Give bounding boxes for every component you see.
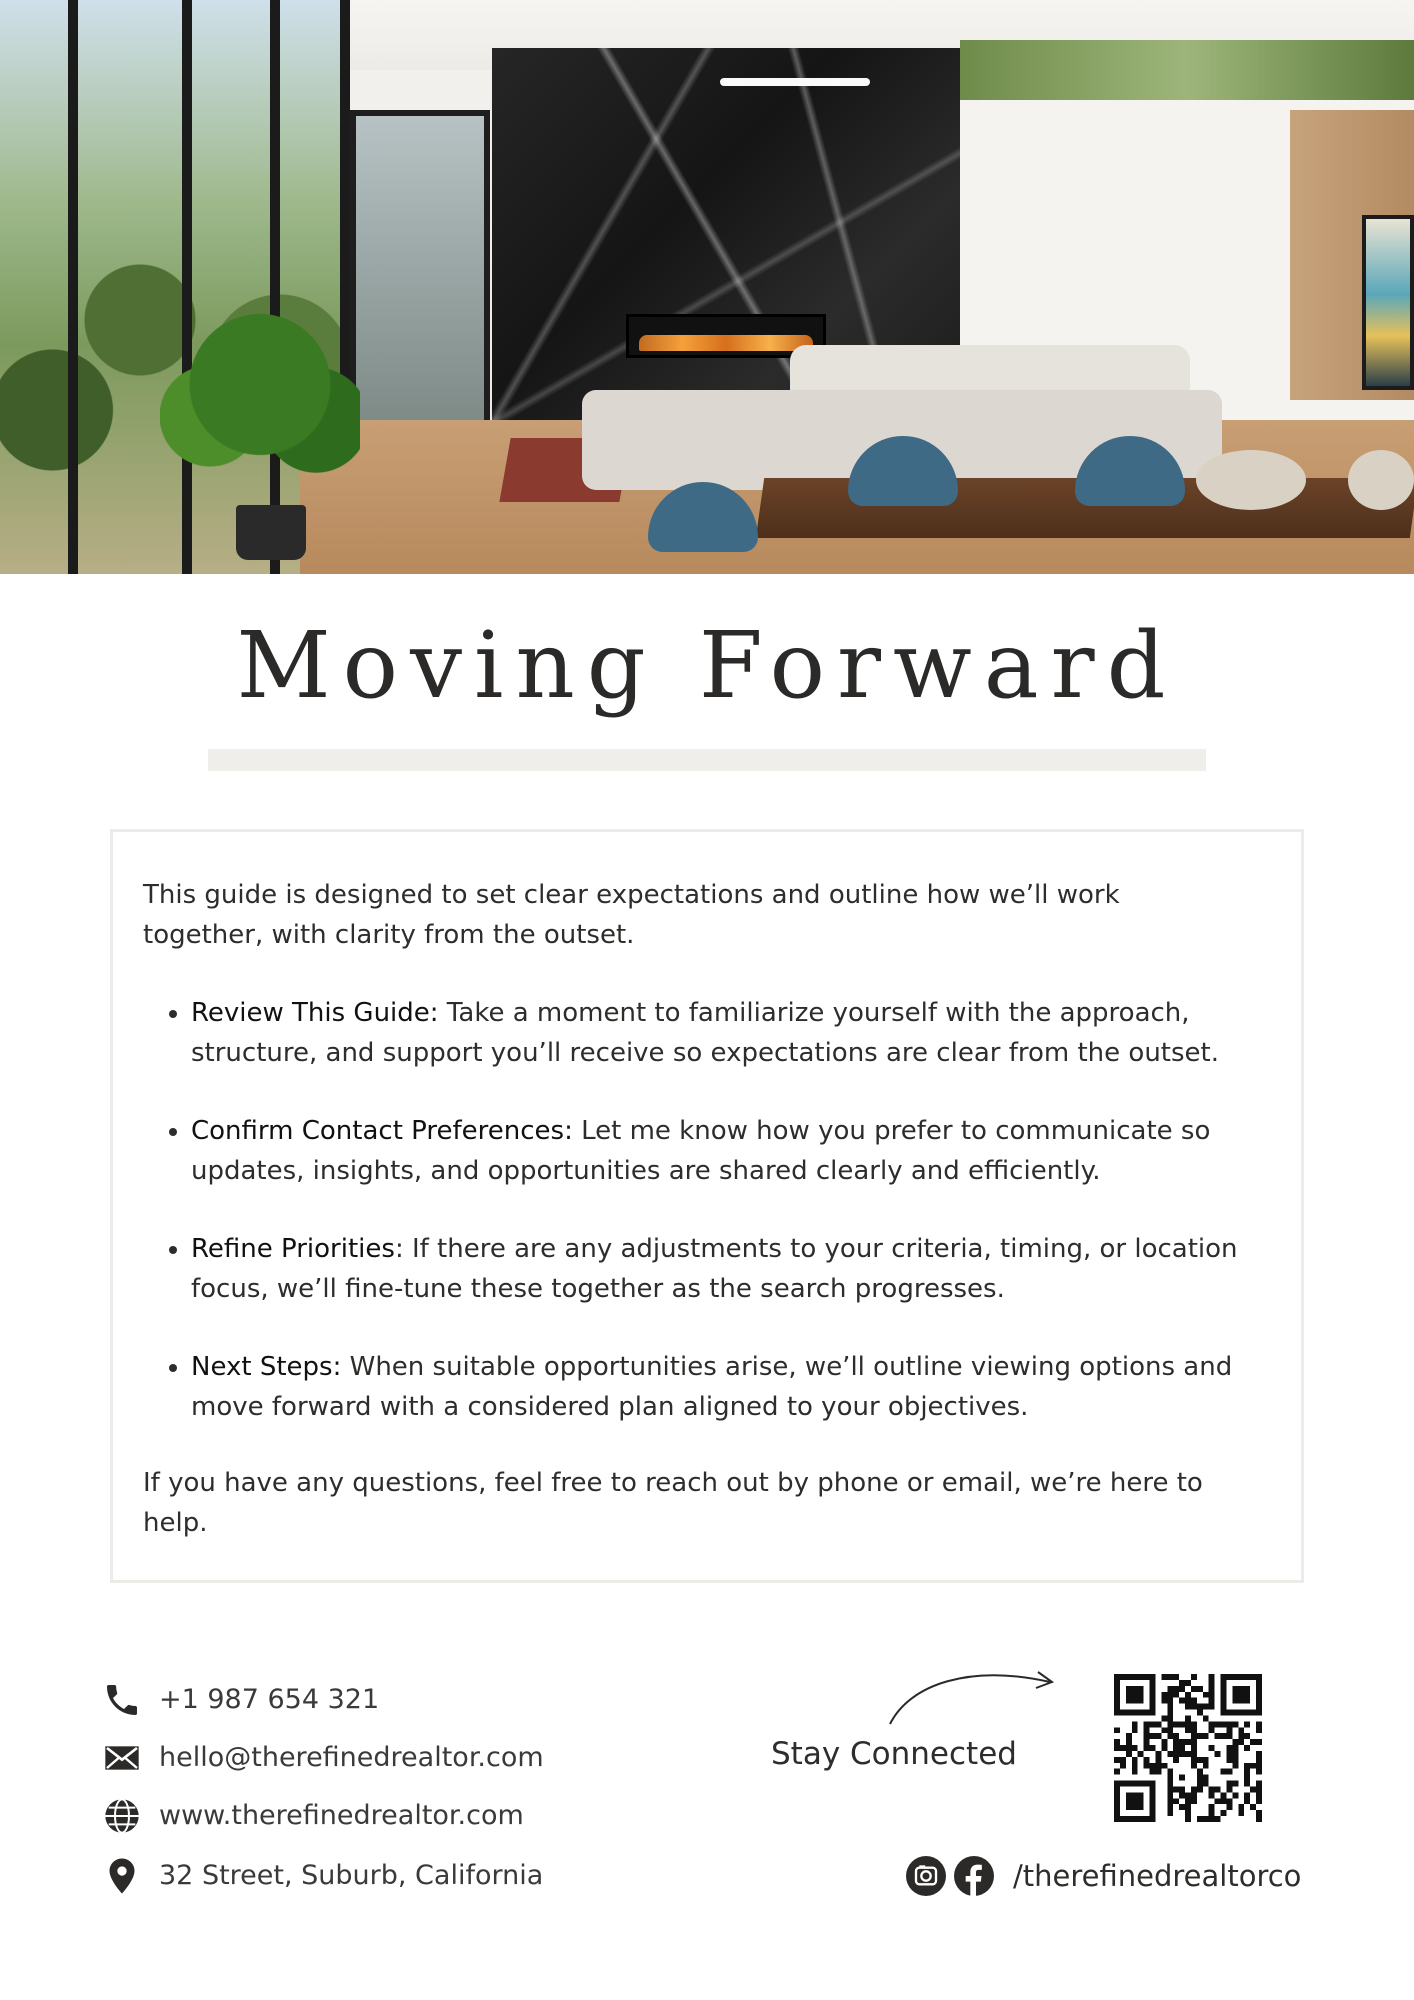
step-lead: Confirm Contact Preferences: [191, 1116, 573, 1146]
intro-text: This guide is designed to set clear expectations and outline how we’ll work together, with clarity from the outset. [143, 880, 1120, 950]
facebook-icon[interactable] [954, 1856, 994, 1896]
step-lead: Next Steps: [191, 1352, 342, 1382]
phone-number: +1 987 654 321 [159, 1684, 380, 1715]
social-links [906, 1856, 1406, 1896]
email-address: hello@therefinedrealtor.com [159, 1742, 544, 1773]
address-text: 32 Street, Suburb, California [159, 1860, 544, 1891]
list-item [191, 1111, 1245, 1191]
instagram-icon[interactable] [906, 1856, 946, 1896]
list-item [191, 1347, 1245, 1427]
title-divider [208, 749, 1206, 771]
curved-arrow-icon [880, 1664, 1060, 1734]
closing-text: If you have any questions, feel free to reach out by phone or email, we’re here to help. [143, 1468, 1203, 1538]
globe-icon [102, 1796, 142, 1836]
list-item [191, 1229, 1245, 1309]
ceiling-fan [720, 78, 870, 86]
steps-list [143, 993, 1245, 1427]
page-title: Moving Forward [236, 612, 1178, 719]
qr-code[interactable] [1114, 1674, 1262, 1822]
list-item [191, 993, 1245, 1073]
hero-interior-photo [0, 0, 1414, 574]
map-pin-icon [102, 1856, 142, 1896]
phone-icon [102, 1680, 142, 1720]
guide-box [110, 829, 1304, 1583]
social-handle[interactable]: /therefinedrealtorco [1013, 1859, 1302, 1893]
step-text: Let me know how you prefer to communicate so updates, insights, and opportunities are shared clearly and efficiently. [191, 1116, 1211, 1186]
website-url: www.therefinedrealtor.com [159, 1800, 524, 1831]
envelope-icon [102, 1738, 142, 1778]
step-lead: Review This Guide: [191, 998, 439, 1028]
step-text: Take a moment to familiarize yourself with the approach, structure, and support you’ll receive so expectations are clear from the outset. [191, 998, 1219, 1068]
wall-art [1362, 215, 1414, 390]
stay-connected-label: Stay Connected [771, 1736, 1017, 1772]
step-lead: Refine Priorities [191, 1234, 395, 1264]
step-text: When suitable opportunities arise, we’ll outline viewing options and move forward with a considered plan aligned to your objectives. [191, 1352, 1233, 1422]
potted-plant [160, 290, 360, 500]
step-text: : If there are any adjustments to your criteria, timing, or location focus, we’ll fine-tune these together as the search progresses. [191, 1234, 1238, 1304]
